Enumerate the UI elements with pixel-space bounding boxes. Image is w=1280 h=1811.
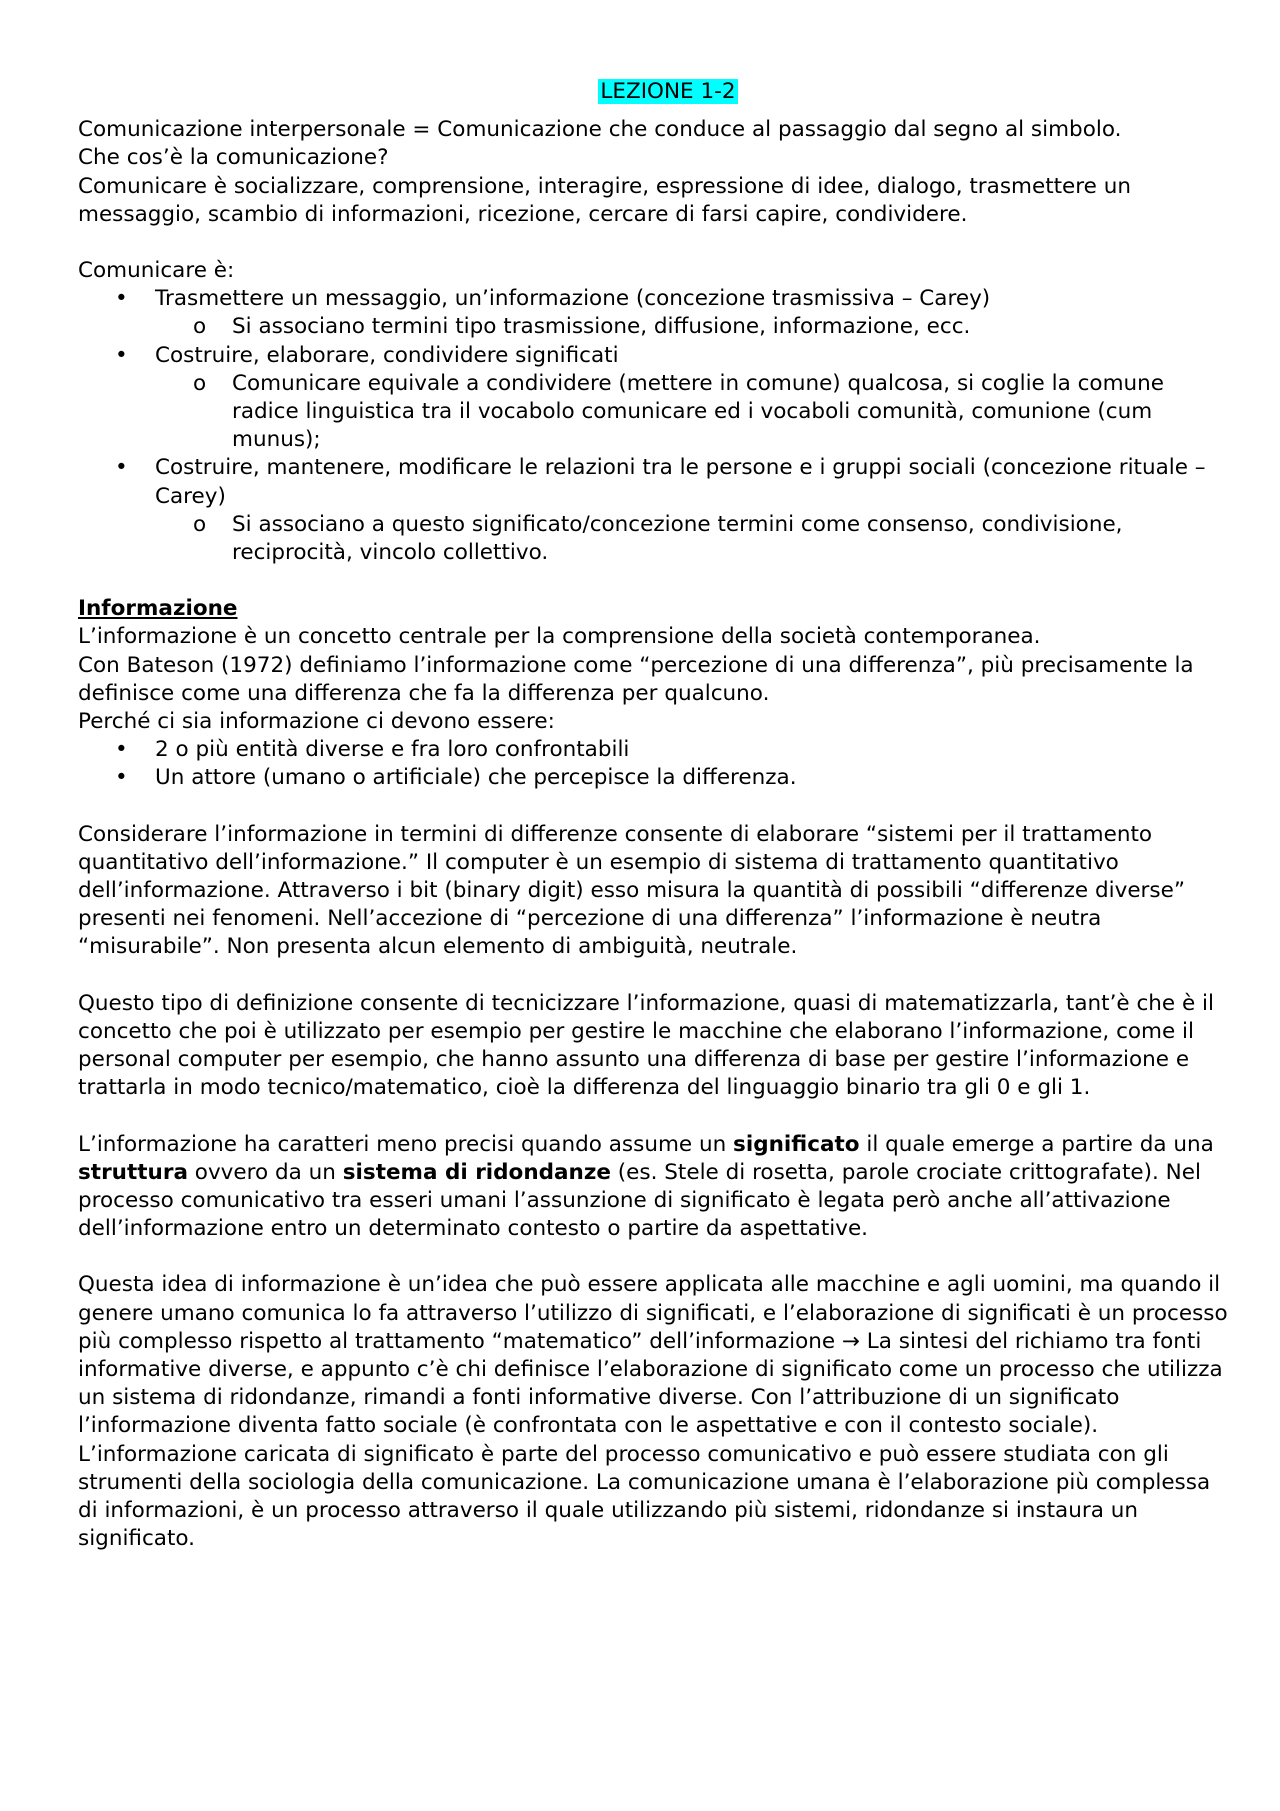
comunicare-list bbox=[78, 285, 1228, 567]
spacer bbox=[78, 567, 1228, 595]
list-item: • Un attore (umano o artificiale) che percepisce la differenza. bbox=[78, 764, 1228, 792]
document-page bbox=[78, 0, 1228, 1553]
intro-definition: Comunicazione interpersonale = Comunicazione che conduce al passaggio dal segno al simbolo. bbox=[78, 117, 1122, 143]
sub-list bbox=[155, 370, 1228, 455]
bold-term-significato: significato bbox=[733, 1131, 860, 1157]
list-item bbox=[78, 342, 1228, 455]
spacer bbox=[78, 962, 1228, 990]
list-item-text: Costruire, mantenere, modificare le relazioni tra le persone e i gruppi sociali (concezione rituale – Carey) bbox=[155, 455, 1206, 509]
spacer bbox=[78, 1243, 1228, 1271]
text-run: L’informazione ha caratteri meno precisi quando assume un bbox=[78, 1131, 734, 1157]
informazione-paragraph-4: Considerare l’informazione in termini di differenze consente di elaborare “sistemi per il trattamento quantitativo dell’informazione.” Il computer è un esempio di sistema di trattamento quantitativo dell’informazione. Attraverso i bit (binary digit) esso misura la quantità di possibili “differenze diverse” presenti nei fenomeni. Nell’accezione di “percezione di una differenza” l’informazione è neutra “misurabile”. Non presenta alcun elemento di ambiguità, neutrale. bbox=[78, 821, 1185, 960]
bold-term-sistema-di-ridondanze: sistema di ridondanze bbox=[342, 1159, 611, 1185]
informazione-list bbox=[78, 736, 1228, 792]
intro-answer: Comunicare è socializzare, comprensione, interagire, espressione di idee, dialogo, trasmettere un messaggio, scambio di informazioni, ricezione, cercare di farsi capire, condividere. bbox=[78, 173, 1131, 227]
list-item bbox=[78, 285, 1228, 341]
informazione-paragraph-6 bbox=[78, 1131, 1228, 1244]
comunicare-lead: Comunicare è: bbox=[78, 258, 235, 284]
informazione-paragraph-1: L’informazione è un concetto centrale per la comprensione della società contemporanea. bbox=[78, 624, 1041, 650]
spacer bbox=[78, 1103, 1228, 1131]
sub-list-item: o Si associano termini tipo trasmissione, diffusione, informazione, ecc. bbox=[155, 313, 1228, 341]
list-item: • 2 o più entità diverse e fra loro confrontabili bbox=[78, 736, 1228, 764]
text-run: ovvero da un bbox=[187, 1159, 343, 1185]
informazione-paragraph-2: Con Bateson (1972) definiamo l’informazione come “percezione di una differenza”, più precisamente la definisce come una differenza che fa la differenza per qualcuno. bbox=[78, 652, 1194, 706]
list-item-text: Trasmettere un messaggio, un’informazione (concezione trasmissiva – Carey) bbox=[155, 286, 991, 312]
sub-list-item: o Comunicare equivale a condividere (mettere in comune) qualcosa, si coglie la comune radice linguistica tra il vocabolo comunicare ed i vocaboli comunità, comunione (cum munus); bbox=[155, 370, 1228, 455]
list-item bbox=[78, 454, 1228, 567]
bold-term-struttura: struttura bbox=[78, 1159, 188, 1185]
spacer bbox=[78, 793, 1228, 821]
sub-list-item: o Si associano a questo significato/concezione termini come consenso, condivisione, reciprocità, vincolo collettivo. bbox=[155, 511, 1228, 567]
informazione-paragraph-3: Perché ci sia informazione ci devono essere: bbox=[78, 709, 555, 735]
section-heading-informazione: Informazione bbox=[78, 596, 238, 622]
sub-list bbox=[155, 511, 1228, 567]
title-row bbox=[78, 78, 1228, 106]
text-run: (es. Stele di rosetta, parole crociate crittografate). Nel processo comunicativo tra esseri umani l’assunzione di significato è legata però anche all’attivazione dell’informazione entro un determinato contesto o partire da aspettative. bbox=[78, 1159, 1201, 1242]
informazione-paragraph-5: Questo tipo di definizione consente di tecnicizzare l’informazione, quasi di matematizzarla, tant’è che è il concetto che poi è utilizzato per esempio per gestire le macchine che elaborano l’informazione, come il personal computer per esempio, che hanno assunto una differenza di base per gestire l’informazione e trattarla in modo tecnico/matematico, cioè la differenza del linguaggio binario tra gli 0 e gli 1. bbox=[78, 990, 1214, 1101]
sub-list bbox=[155, 313, 1228, 341]
list-item-text: Costruire, elaborare, condividere significati bbox=[155, 342, 619, 368]
informazione-paragraph-7: Questa idea di informazione è un’idea che può essere applicata alle macchine e agli uomini, ma quando il genere umano comunica lo fa attraverso l’utilizzo di significati, e l’elaborazione di significati è un processo più complesso rispetto al trattamento “matematico” dell’informazione → La sintesi del richiamo tra fonti informative diverse, e appunto c’è chi definisce l’elaborazione di significato come un processo che utilizza un sistema di ridondanze, rimandi a fonti informative diverse. Con l’attribuzione di un significato l’informazione diventa fatto sociale (è confrontata con le aspettative e con il contesto sociale). L’informazione caricata di significato è parte del processo comunicativo e può essere studiata con gli strumenti della sociologia della comunicazione. La comunicazione umana è l’elaborazione più complessa di informazioni, è un processo attraverso il quale utilizzando più sistemi, ridondanze si instaura un significato. bbox=[78, 1272, 1228, 1552]
spacer bbox=[78, 229, 1228, 257]
lesson-title: LEZIONE 1-2 bbox=[600, 79, 736, 104]
text-run: il quale emerge a partire da una bbox=[859, 1131, 1214, 1157]
intro-question: Che cos’è la comunicazione? bbox=[78, 145, 389, 171]
